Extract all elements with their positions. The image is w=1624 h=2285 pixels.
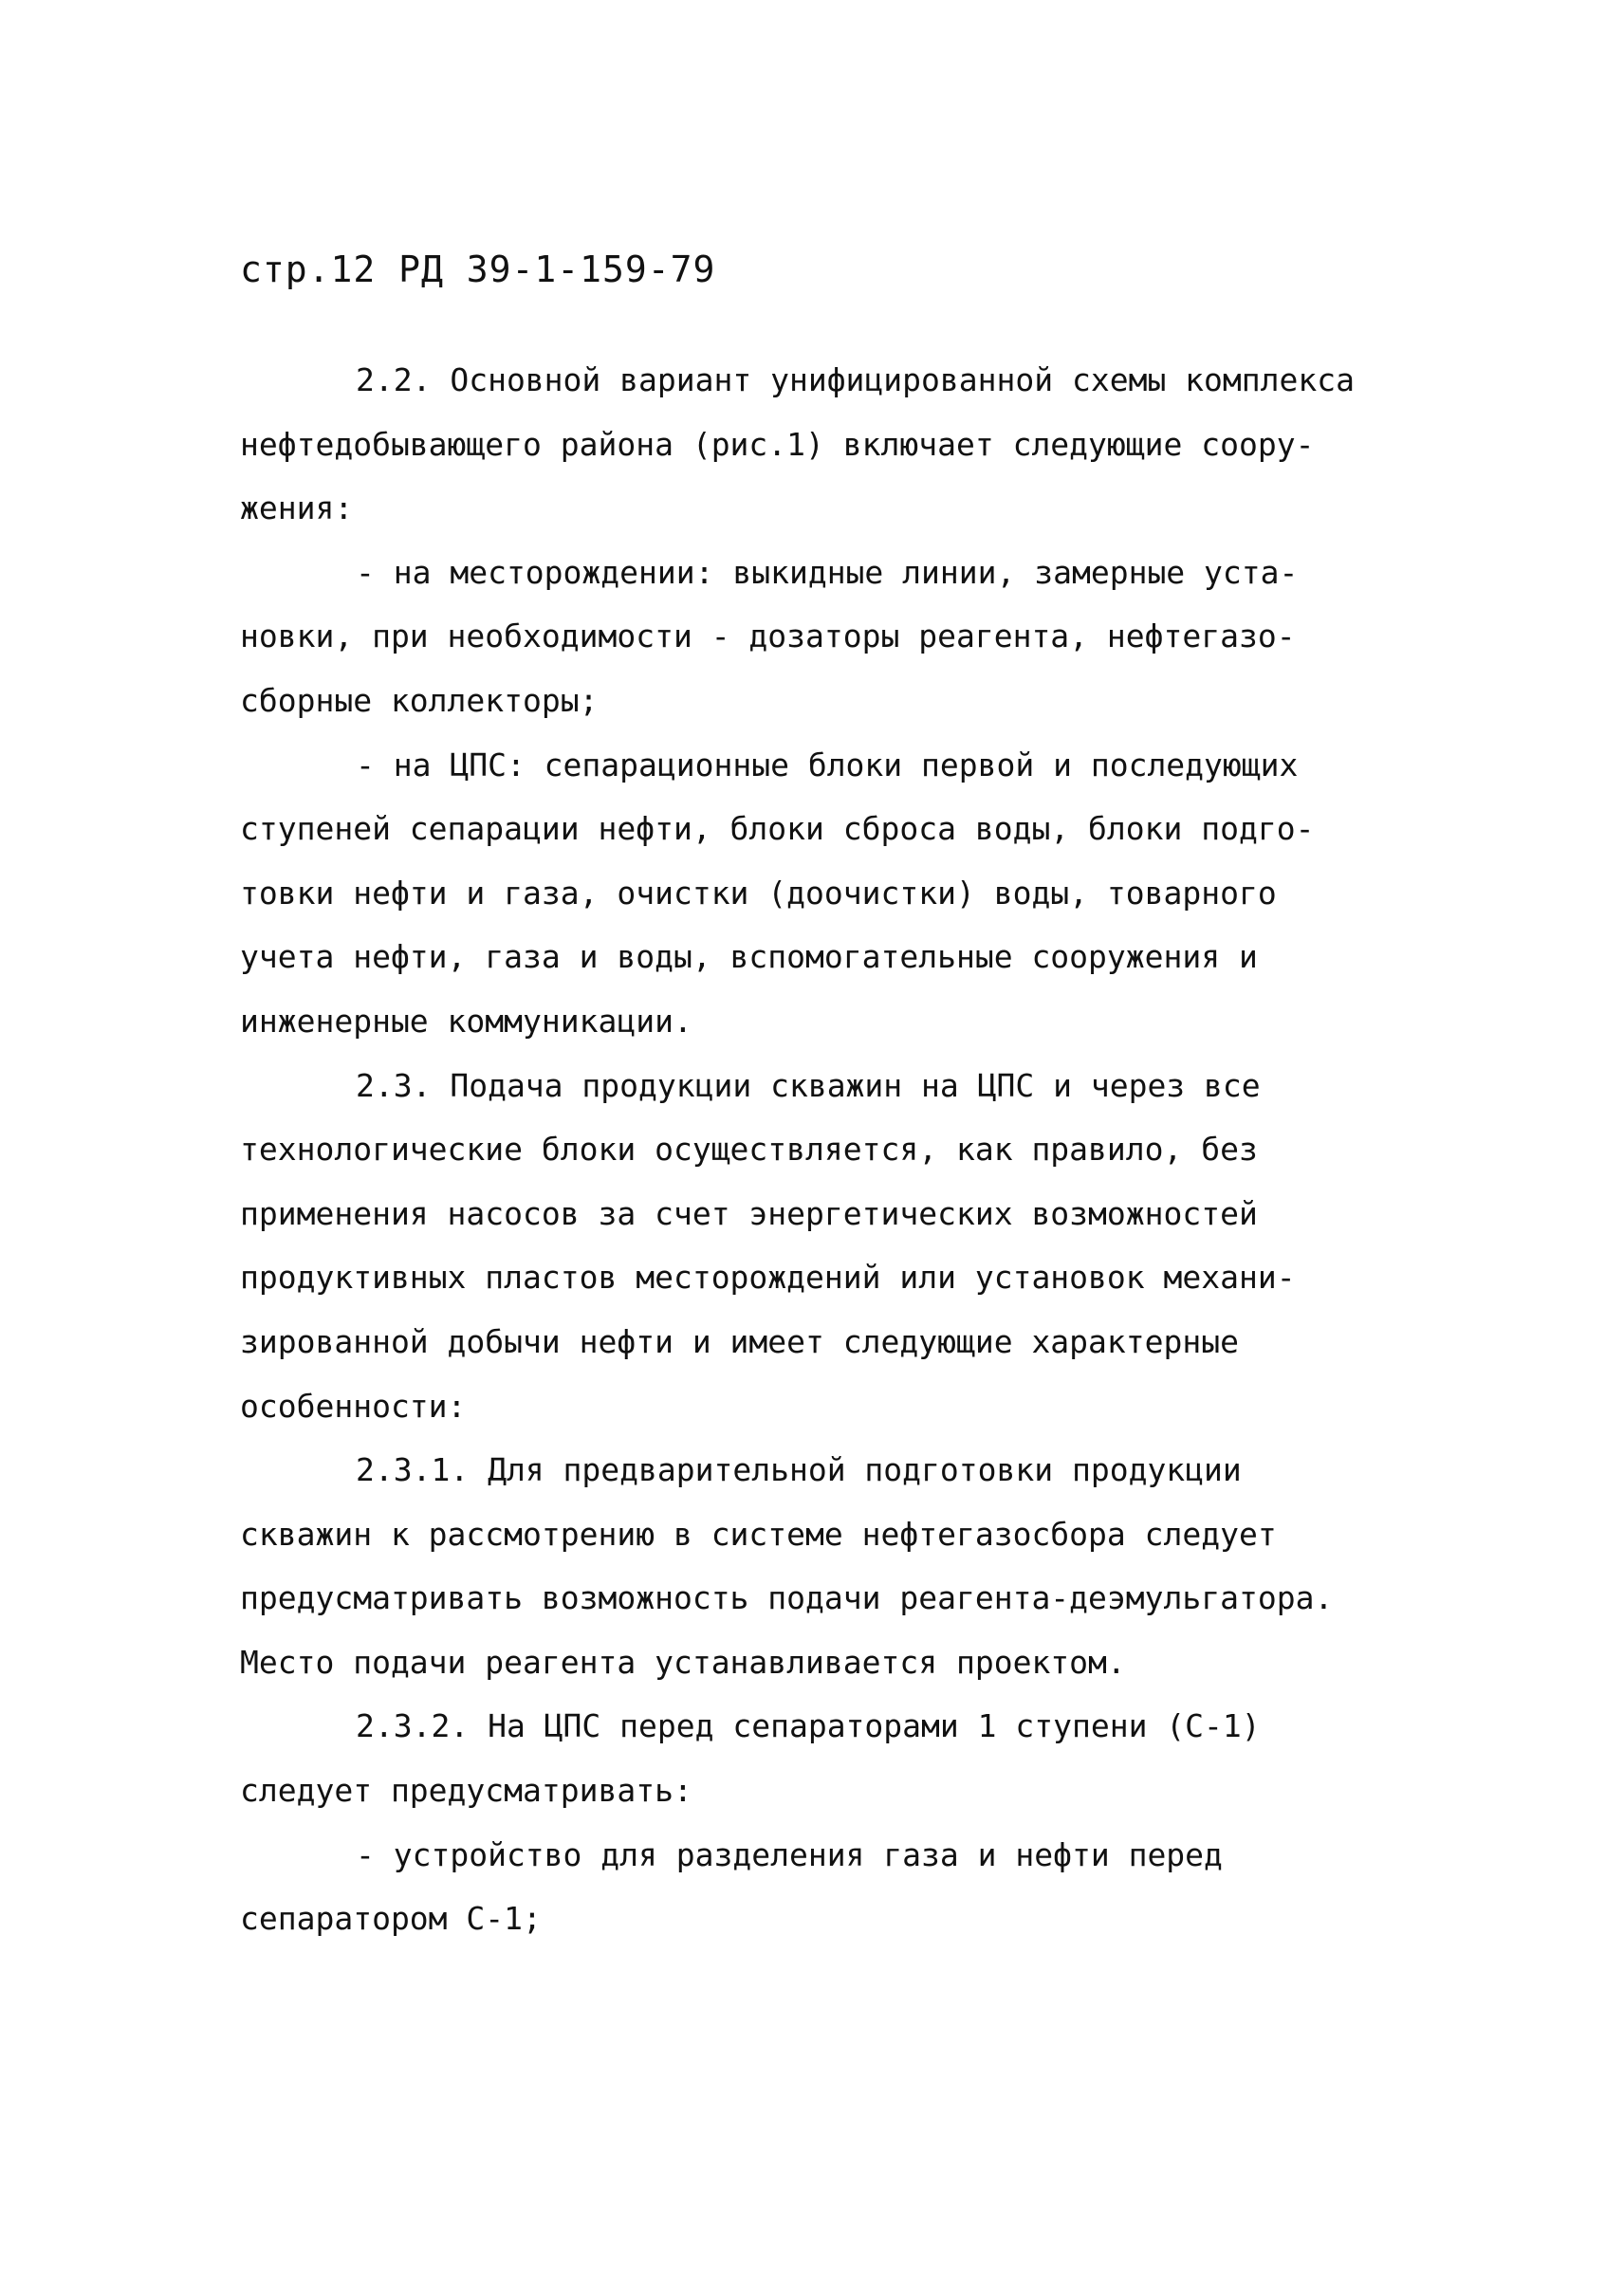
paragraph-line: жения:: [240, 489, 354, 527]
document-body: [240, 348, 1416, 1951]
paragraph-line: технологические блоки осуществляется, как правило, без: [240, 1131, 1258, 1169]
paragraph-line: продуктивных пластов месторождений или установок механи-: [240, 1259, 1296, 1297]
paragraph-line: нефтедобывающего района (рис.1) включает следующие соору-: [240, 425, 1315, 463]
paragraph-line: предусматривать возможность подачи реагента-деэмульгатора.: [240, 1579, 1334, 1617]
paragraph-line: товки нефти и газа, очистки (доочистки) воды, товарного: [240, 874, 1277, 912]
paragraph-line: скважин к рассмотрению в системе нефтегазосбора следует: [240, 1515, 1277, 1553]
paragraph-line: особенности:: [240, 1387, 467, 1425]
paragraph-line: - устройство для разделения газа и нефти перед: [356, 1835, 1223, 1873]
paragraph-line: ступеней сепарации нефти, блоки сброса воды, блоки подго-: [240, 810, 1315, 848]
paragraph-line: сепаратором С-1;: [240, 1900, 542, 1938]
paragraph-line: 2.3.2. На ЦПС перед сепараторами 1 ступени (С-1): [356, 1707, 1261, 1745]
paragraph-line: новки, при необходимости - дозаторы реагента, нефтегазо-: [240, 617, 1296, 655]
page-header: стр.12 РД 39-1-159-79: [240, 249, 716, 290]
paragraph-line: учета нефти, газа и воды, вспомогательные сооружения и: [240, 938, 1258, 976]
paragraph-line: 2.2. Основной вариант унифицированной схемы комплекса: [356, 361, 1355, 398]
paragraph-line: инженерные коммуникации.: [240, 1002, 692, 1040]
paragraph-line: применения насосов за счет энергетических возможностей: [240, 1194, 1258, 1232]
paragraph-line: - на ЦПС: сепарационные блоки первой и последующих: [356, 746, 1299, 783]
paragraph-line: следует предусматривать:: [240, 1772, 692, 1810]
paragraph-line: зированной добычи нефти и имеет следующие характерные: [240, 1322, 1239, 1360]
paragraph-line: Место подачи реагента устанавливается проектом.: [240, 1643, 1126, 1681]
paragraph-line: 2.3. Подача продукции скважин на ЦПС и через все: [356, 1066, 1261, 1104]
paragraph-line: 2.3.1. Для предварительной подготовки продукции: [356, 1451, 1242, 1489]
paragraph-line: сборные коллекторы;: [240, 681, 599, 719]
paragraph-line: - на месторождении: выкидные линии, замерные уста-: [356, 553, 1299, 591]
